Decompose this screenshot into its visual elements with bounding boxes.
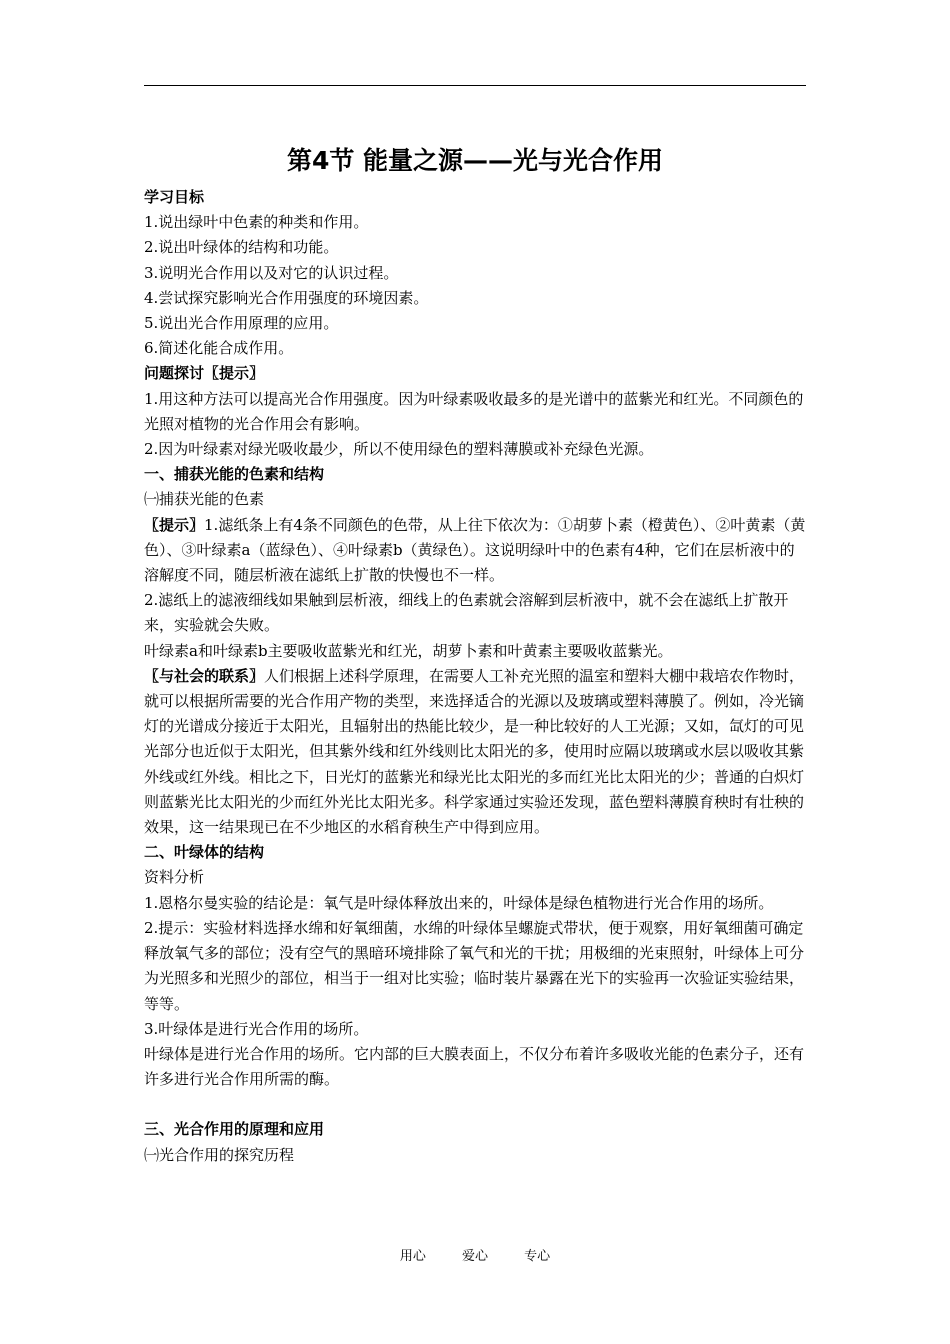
section2-heading: 二、叶绿体的结构 xyxy=(144,843,265,862)
page-title: 第4节 能量之源——光与光合作用 xyxy=(286,146,664,175)
objectives-heading: 学习目标 xyxy=(144,188,205,206)
page-footer xyxy=(0,1247,950,1267)
section2-paragraph: 叶绿体是进行光合作用的场所。它内部的巨大膜表面上，不仅分布着许多吸收光能的色素分子，还有许多进行光合作用所需的酶。 xyxy=(144,1044,805,1089)
objective-item: 2.说出叶绿体的结构和功能。 xyxy=(144,238,339,257)
society-label: 〖与社会的联系〗 xyxy=(144,666,265,685)
objective-item: 5.说出光合作用原理的应用。 xyxy=(144,314,339,333)
society-paragraph xyxy=(144,664,808,840)
hint-paragraph xyxy=(144,513,808,589)
section3-heading: 三、光合作用的原理和应用 xyxy=(144,1120,325,1139)
objective-item: 1.说出绿叶中色素的种类和作用。 xyxy=(144,213,369,232)
section2-paragraph: 2.提示：实验材料选择水绵和好氧细菌，水绵的叶绿体呈螺旋式带状，便于观察，用好氧细菌可确定释放氧气多的部位；没有空气的黑暗环境排除了氧气和光的干扰；用极细的光束照射，叶绿体上可分为光照多和光照少的部位，相当于一组对比实验；临时装片暴露在光下的实验再一次验证实验结果，等等。 xyxy=(144,918,805,1013)
section2-paragraph: 3.叶绿体是进行光合作用的场所。 xyxy=(144,1019,369,1038)
section1-heading: 一、捕获光能的色素和结构 xyxy=(144,465,325,484)
header-rule xyxy=(144,85,806,86)
section1-paragraph: 叶绿素a和叶绿素b主要吸收蓝紫光和红光，胡萝卜素和叶黄素主要吸收蓝紫光。 xyxy=(144,641,673,660)
section2-paragraph: 1.恩格尔曼实验的结论是：氧气是叶绿体释放出来的，叶绿体是绿色植物进行光合作用的场所。 xyxy=(144,893,774,912)
objective-item: 6.简述化能合成作用。 xyxy=(144,339,294,358)
footer-text: 用心 xyxy=(399,1249,426,1264)
discussion-heading: 问题探讨〖提示〗 xyxy=(144,364,265,383)
discussion-paragraph: 1.用这种方法可以提高光合作用强度。因为叶绿素吸收最多的是光谱中的蓝紫光和红光。不同颜色的光照对植物的光合作用会有影响。 xyxy=(144,389,804,433)
objective-item: 3.说明光合作用以及对它的认识过程。 xyxy=(144,263,399,282)
objective-item: 4.尝试探究影响光合作用强度的环境因素。 xyxy=(144,288,429,307)
section2-subheading: 资料分析 xyxy=(144,868,205,887)
society-text: 人们根据上述科学原理，在需要人工补充光照的温室和塑料大棚中栽培农作物时，就可以根据所需要的光合作用产物的类型，来选择适合的光源以及玻璃或塑料薄膜了。例如，冷光镝灯的光谱成分接近于太阳光，且辐射出的热能比较少，是一种比较好的人工光源；又如，氙灯的可见光部分也近似于太阳光，但其紫外线和红外线则比太阳光的多，使用时应隔以玻璃或水层以吸收其紫外线或红外线。相比之下，日光灯的蓝紫光和绿光比太阳光的多而红光比太阳光的少；普通的白炽灯则蓝紫光比太阳光的少而红外光比太阳光多。科学家通过实验还发现，蓝色塑料薄膜育秧时有壮秧的效果，这一结果现已在不少地区的水稻育秧生产中得到应用。 xyxy=(144,666,805,837)
blank-line xyxy=(144,1092,808,1117)
section1-paragraph: 2.滤纸上的滤液细线如果触到层析液，细线上的色素就会溶解到层析液中，就不会在滤纸上扩散开来，实验就会失败。 xyxy=(144,591,789,635)
discussion-paragraph: 2.因为叶绿素对绿光吸收最少，所以不使用绿色的塑料薄膜或补充绿色光源。 xyxy=(144,440,654,459)
section3-subheading: ㈠光合作用的探究历程 xyxy=(144,1145,295,1164)
section1-subheading: ㈠捕获光能的色素 xyxy=(144,490,265,509)
footer-text: 专心 xyxy=(524,1249,551,1264)
footer-text: 爱心 xyxy=(461,1249,488,1264)
hint-label: 〖提示〗 xyxy=(144,515,205,534)
hint-text: 1.滤纸条上有4条不同颜色的色带，从上往下依次为：①胡萝卜素（橙黄色）、②叶黄素（黄色）、③叶绿素a（蓝绿色）、④叶绿素b（黄绿色）。这说明绿叶中的色素有4种，它们在层析液中的溶解度不同，随层析液在滤纸上扩散的快慢也不一样。 xyxy=(144,515,806,585)
document-body xyxy=(144,185,808,1168)
